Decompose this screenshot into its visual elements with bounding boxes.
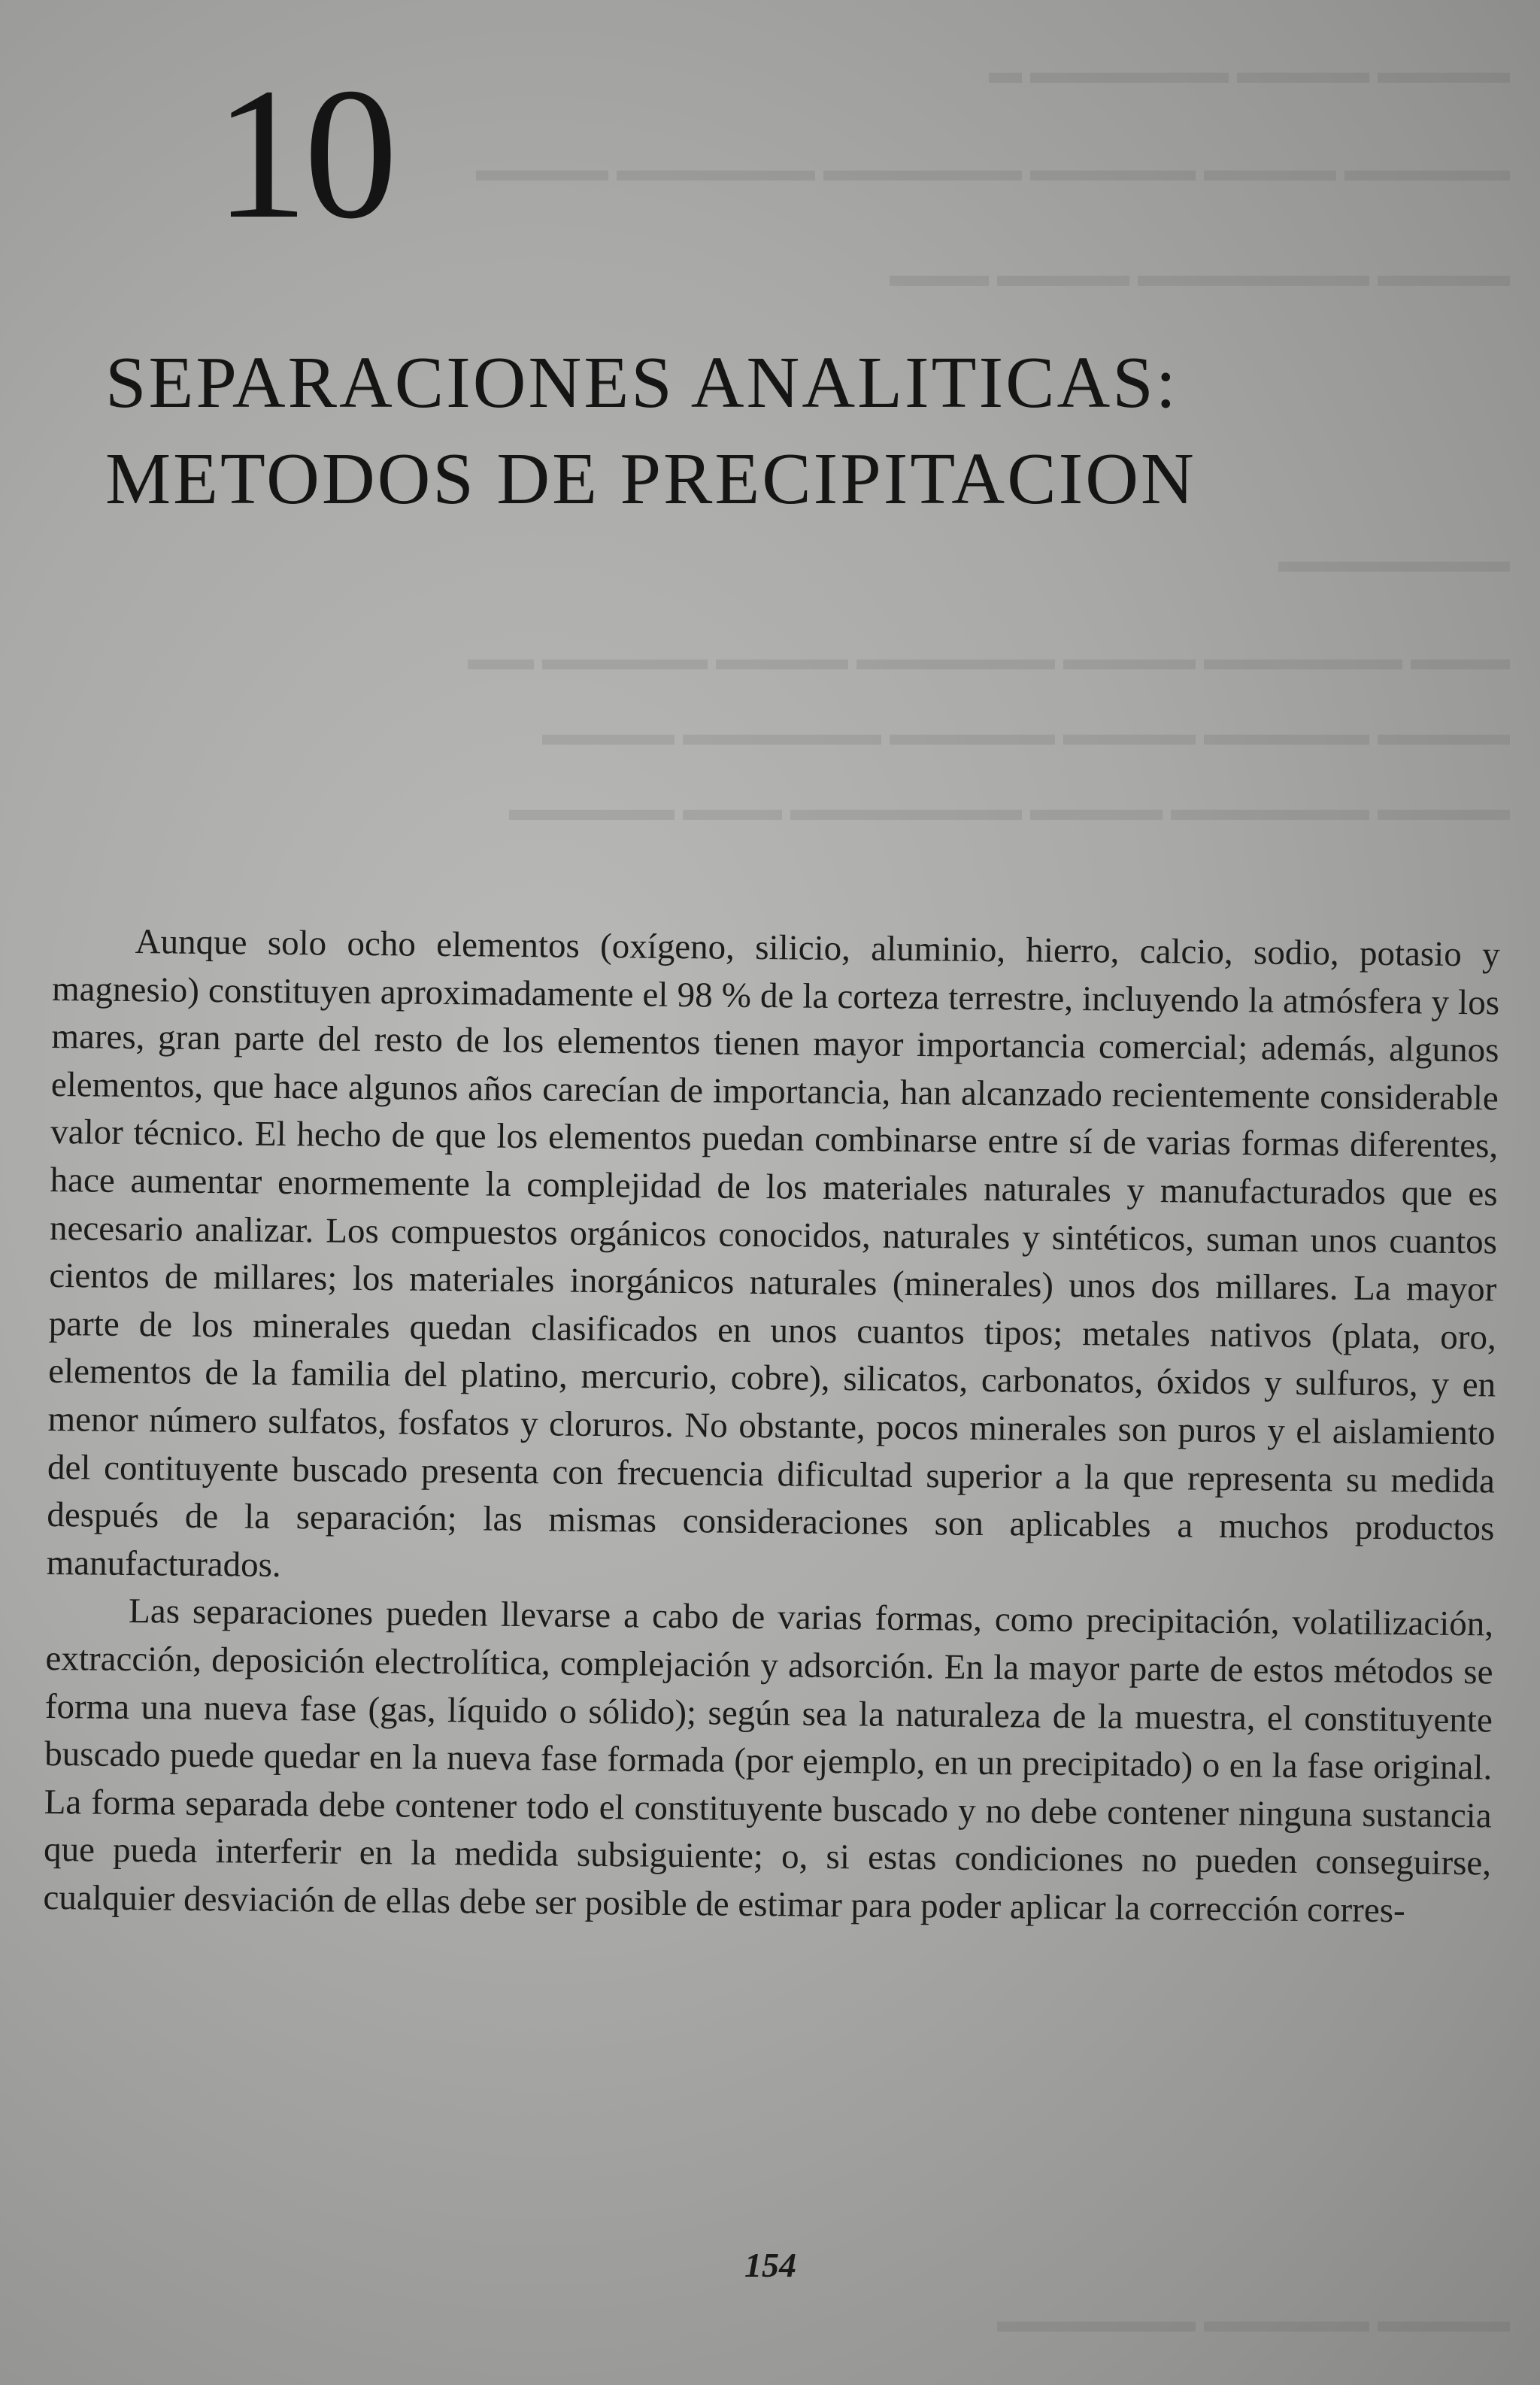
show-through-shadow: ▬▬▬▬ ▬▬▬▬ ▬▬▬▬▬▬ ▬ [989, 53, 1510, 90]
paragraph-2: Las separaciones pueden llevarse a cabo de varias formas, como precipitación, volatilización, extracción, deposición electrolítica, complejación y adsorción. En la mayor parte de estos métodos se forma una nueva fase (gas, líquido o sólido); según sea la naturaleza de la muestra, el constituyente buscado puede quedar en la nueva fase formada (por ejemplo, en un precipitado) o en la fase original. La forma separada debe contener todo el constituyente buscado y no debe contener ninguna sustancia que pueda interferir en la medida subsiguiente; o, si estas condiciones no pueden conseguirse, cualquier desviación de ellas debe ser posible de estimar para poder aplicar la corrección corres- [43, 1592, 1494, 1931]
chapter-title [105, 335, 1444, 527]
chapter-title-line-2: METODOS DE PRECIPITACION [105, 438, 1196, 520]
chapter-title-line-1: SEPARACIONES ANALITICAS: [105, 342, 1178, 423]
page-number: 154 [744, 2246, 796, 2284]
paragraph-1: Aunque solo ocho elementos (oxígeno, silicio, aluminio, hierro, calcio, sodio, potasio y magnesio) constituyen aproximadamente el 98 % de la corteza terrestre, incluyendo la atmósfera y los mares, gran parte del resto de los elementos tienen mayor importancia comercial; además, algunos elementos, que hace algunos años carecían de importancia, han alcanzado recientemente considerable valor técnico. El hecho de que los elementos puedan combinarse entre sí de varias formas diferentes, hace aumentar enormemente la complejidad de los materiales naturales y manufacturados que es necesario analizar. Los compuestos orgánicos conocidos, naturales y sintéticos, suman unos cuantos cientos de millares; los materiales inorgánicos naturales (minerales) unos dos millares. La mayor parte de los minerales quedan clasificados en unos cuantos tipos; metales nativos (plata, oro, elementos de la familia del platino, mercurio, cobre), silicatos, carbonatos, óxidos y sulfuros, y en menor número sulfatos, fosfatos y cloruros. No obstante, pocos minerales son puros y el aislamiento del contituyente buscado presenta con frecuencia dificultad superior a la que representa su medida después de la separación; las mismas consideraciones son aplicables a muchos productos manufacturados. [46, 922, 1500, 1585]
show-through-shadow: ▬▬▬▬ ▬▬▬▬▬ ▬▬▬▬▬▬ [997, 2302, 1510, 2339]
show-through-shadow: ▬▬▬▬ ▬▬▬▬▬▬ ▬▬▬▬ ▬▬▬▬▬▬▬ ▬▬▬ ▬▬▬▬▬ [509, 790, 1510, 827]
show-through-shadow: ▬▬▬▬ ▬▬▬▬▬▬▬ ▬▬▬▬ ▬▬▬ [890, 256, 1510, 293]
show-through-shadow: ▬▬▬▬▬▬▬ [1278, 542, 1510, 579]
show-through-shadow: ▬▬▬▬▬ ▬▬▬▬ ▬▬▬▬▬ ▬▬▬▬▬▬ ▬▬▬▬▬▬ ▬▬▬▬ [476, 151, 1510, 188]
body-text [43, 918, 1500, 1936]
show-through-shadow: ▬▬▬▬ ▬▬▬▬▬ ▬▬▬▬ ▬▬▬▬▬ ▬▬▬▬▬▬ ▬▬▬▬ [542, 715, 1510, 752]
chapter-number: 10 [214, 50, 393, 258]
show-through-shadow: ▬▬▬ ▬▬▬▬▬▬ ▬▬▬▬ ▬▬▬▬▬▬ ▬▬▬▬ ▬▬▬▬▬ ▬▬ [468, 640, 1510, 677]
